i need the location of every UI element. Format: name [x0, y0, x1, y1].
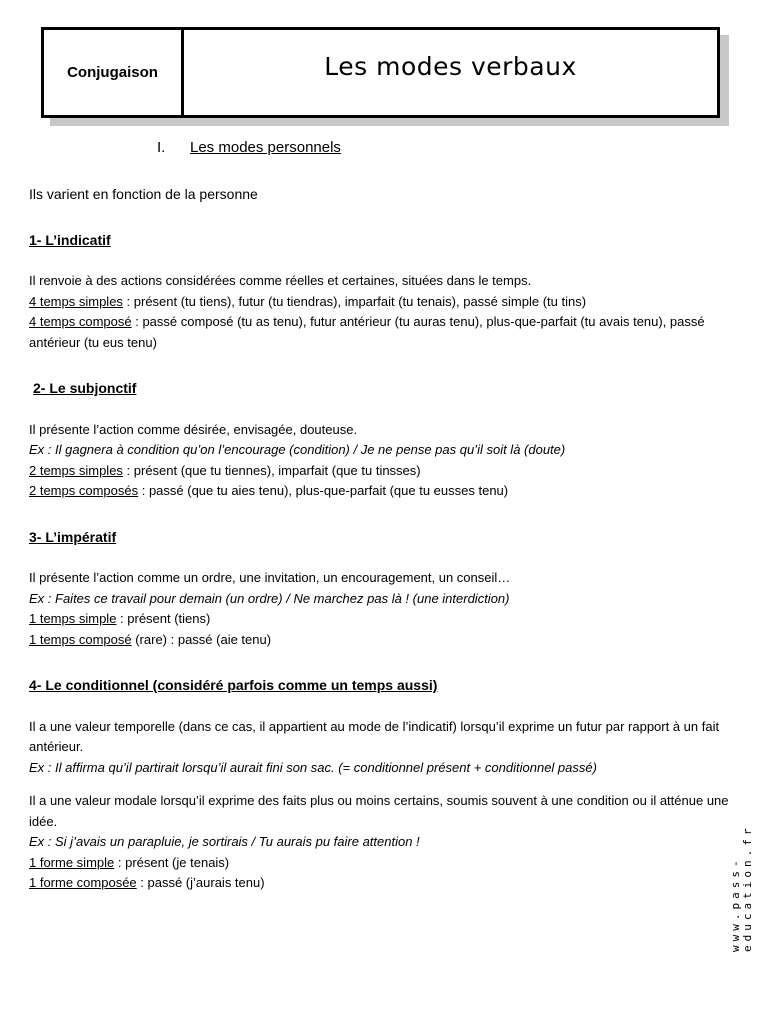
- conditionnel-modal: Il a une valeur modale lorsqu’il exprime des faits plus ou moins certains, soumis souvent à une condition ou il atténue une idée.: [29, 793, 729, 829]
- conditionnel-heading: 4- Le conditionnel (considéré parfois comme un temps aussi): [29, 677, 438, 693]
- subjonctif-definition: Il présente l’action comme désirée, envisagée, douteuse.: [29, 421, 358, 437]
- title-box: [41, 27, 720, 118]
- indicatif-simples-text: : présent (tu tiens), futur (tu tiendras), imparfait (tu tenais), passé simple (tu tins): [122, 293, 587, 309]
- conditionnel-composee-label: 1 forme composée: [29, 875, 137, 890]
- subject-label: Conjugaison: [44, 30, 184, 115]
- imperatif-simple-text: : présent (tiens): [116, 611, 211, 626]
- document-body: [29, 138, 739, 894]
- subjonctif-simples-text: : présent (que tu tiennes), imparfait (que tu tinsses): [122, 462, 421, 478]
- intro-text: Ils varient en fonction de la personne: [29, 186, 258, 202]
- indicatif-composes-text: : passé composé (tu as tenu), futur antérieur (tu auras tenu), plus-que-parfait (tu avais tenu), passé antérieur (tu eus tenu): [29, 314, 705, 350]
- indicatif-simples: [29, 292, 739, 313]
- conditionnel-example-2: Ex : Si j’avais un parapluie, je sortirais / Tu aurais pu faire attention !: [29, 834, 420, 849]
- imperatif-definition: Il présente l’action comme un ordre, une invitation, un encouragement, un conseil…: [29, 570, 511, 585]
- subjonctif-simples-label: 2 temps simples: [29, 462, 123, 478]
- conditionnel-composee-text: : passé (j’aurais tenu): [136, 875, 265, 890]
- imperatif-heading: 3- L’impératif: [29, 528, 117, 545]
- indicatif-composes: [29, 312, 739, 353]
- conditionnel-example-1: Ex : Il affirma qu’il partirait lorsqu’il aurait fini son sac. (= conditionnel présent + conditionnel passé): [29, 759, 597, 775]
- conditionnel-simple-label: 1 forme simple: [29, 854, 115, 870]
- imperatif-compose-label: 1 temps composé: [29, 631, 132, 647]
- subjonctif-composes: [29, 481, 739, 502]
- conditionnel-simple: [29, 853, 739, 874]
- indicatif-simples-label: 4 temps simples: [29, 293, 123, 309]
- indicatif-heading: 1- L’indicatif: [29, 231, 111, 248]
- section-number: I.: [157, 139, 166, 156]
- page-title: Les modes verbaux: [324, 52, 577, 81]
- imperatif-compose-text: (rare) : passé (aie tenu): [131, 631, 272, 647]
- conditionnel-temporal: Il a une valeur temporelle (dans ce cas, il appartient au mode de l’indicatif) lorsqu’il exprime un futur par rapport à un fait antérieur.: [29, 718, 720, 754]
- conditionnel-composee: [29, 873, 739, 894]
- subjonctif-example: Ex : Il gagnera à condition qu’on l’encourage (condition) / Je ne pense pas qu’il soit là (doute): [29, 442, 566, 457]
- subjonctif-heading: 2- Le subjonctif: [33, 380, 137, 396]
- subjonctif-composes-label: 2 temps composés: [29, 483, 139, 498]
- indicatif-definition: Il renvoie à des actions considérées comme réelles et certaines, situées dans le temps.: [29, 273, 532, 288]
- section-heading: [157, 138, 739, 162]
- subjonctif-simples: [29, 461, 739, 482]
- section-title: Les modes personnels: [190, 139, 341, 156]
- imperatif-compose: [29, 630, 739, 651]
- watermark-url: www.pass-education.fr: [729, 824, 754, 952]
- indicatif-composes-label: 4 temps composé: [29, 314, 132, 329]
- imperatif-simple: [29, 609, 739, 630]
- imperatif-example: Ex : Faites ce travail pour demain (un ordre) / Ne marchez pas là ! (une interdiction): [29, 590, 510, 606]
- imperatif-simple-label: 1 temps simple: [29, 611, 117, 626]
- conditionnel-simple-text: : présent (je tenais): [114, 854, 230, 870]
- subjonctif-composes-text: : passé (que tu aies tenu), plus-que-parfait (que tu eusses tenu): [138, 483, 509, 498]
